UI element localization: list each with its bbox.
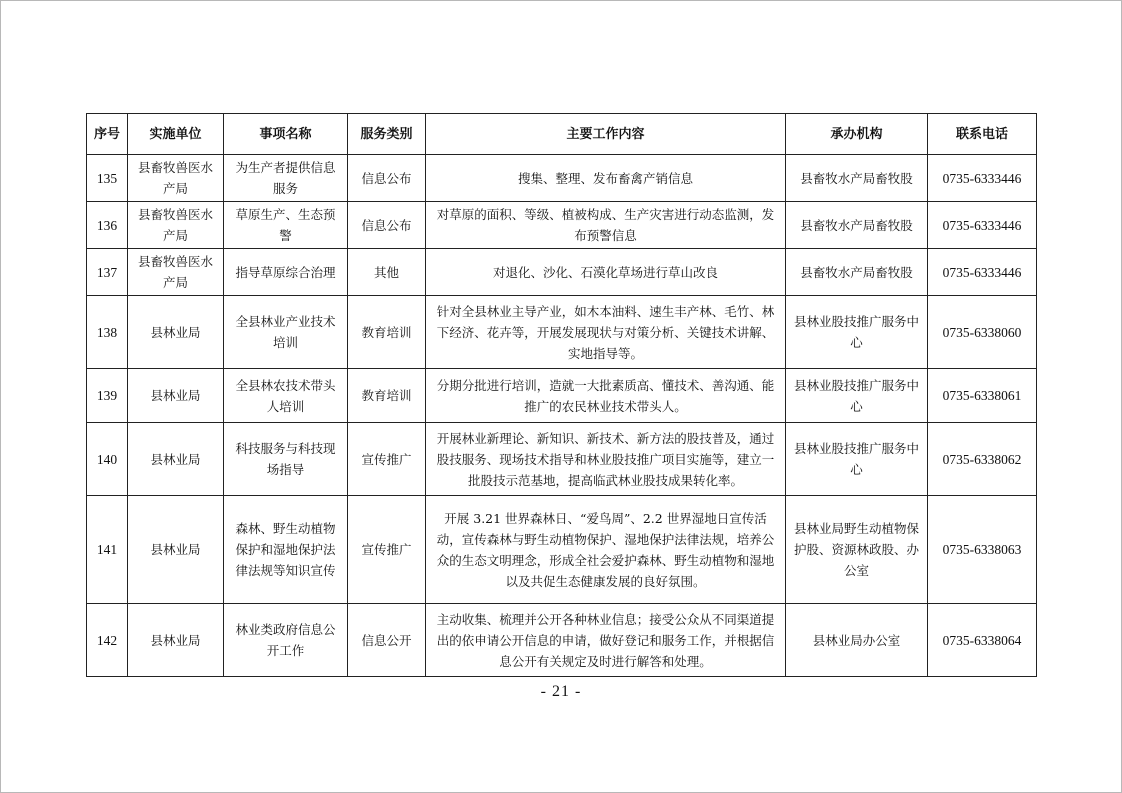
org-cell: 县畜牧水产局畜牧股 [786, 155, 928, 202]
table-row [87, 423, 1037, 496]
phone-cell: 0735-6333446 [928, 249, 1037, 296]
table-row [87, 604, 1037, 677]
org-cell: 县林业局野生动植物保护股、资源林政股、办公室 [786, 496, 928, 604]
seq-cell: 139 [87, 369, 128, 423]
unit-cell: 县林业局 [128, 296, 224, 369]
item-cell: 为生产者提供信息服务 [224, 155, 348, 202]
category-cell: 信息公开 [348, 604, 426, 677]
page-number: - 21 - [540, 683, 582, 700]
org-cell: 县林业股技推广服务中心 [786, 423, 928, 496]
seq-cell: 140 [87, 423, 128, 496]
item-cell: 森林、野生动植物保护和湿地保护法律法规等知识宣传 [224, 496, 348, 604]
content-cell: 针对全县林业主导产业，如木本油料、速生丰产林、毛竹、林下经济、花卉等，开展发展现状与对策分析、关键技术讲解、实地指导等。 [426, 296, 786, 369]
item-cell: 全县林业产业技术培训 [224, 296, 348, 369]
unit-cell: 县畜牧兽医水产局 [128, 155, 224, 202]
org-cell: 县畜牧水产局畜牧股 [786, 249, 928, 296]
unit-cell: 县林业局 [128, 423, 224, 496]
header-item: 事项名称 [224, 114, 348, 155]
table-row [87, 155, 1037, 202]
org-cell: 县林业股技推广服务中心 [786, 369, 928, 423]
content-cell: 主动收集、梳理并公开各种林业信息；接受公众从不同渠道提出的依申请公开信息的申请，做好登记和服务工作，并根据信息公开有关规定及时进行解答和处理。 [426, 604, 786, 677]
table-row [87, 202, 1037, 249]
table-row [87, 496, 1037, 604]
category-cell: 宣传推广 [348, 496, 426, 604]
phone-cell: 0735-6338063 [928, 496, 1037, 604]
phone-cell: 0735-6338062 [928, 423, 1037, 496]
category-cell: 信息公布 [348, 155, 426, 202]
header-content: 主要工作内容 [426, 114, 786, 155]
content-cell: 开展 3.21 世界森林日、“爱鸟周”、2.2 世界湿地日宣传活动，宣传森林与野生动植物保护、湿地保护法律法规，培养公众的生态文明理念，形成全社会爱护森林、野生动植物和湿地以及共促生态健康发展的良好氛围。 [426, 496, 786, 604]
item-cell: 科技服务与科技现场指导 [224, 423, 348, 496]
header-phone: 联系电话 [928, 114, 1037, 155]
phone-cell: 0735-6333446 [928, 202, 1037, 249]
phone-cell: 0735-6333446 [928, 155, 1037, 202]
seq-cell: 141 [87, 496, 128, 604]
phone-cell: 0735-6338061 [928, 369, 1037, 423]
unit-cell: 县林业局 [128, 369, 224, 423]
seq-cell: 138 [87, 296, 128, 369]
header-category: 服务类别 [348, 114, 426, 155]
org-cell: 县林业局办公室 [786, 604, 928, 677]
seq-cell: 135 [87, 155, 128, 202]
content-cell: 开展林业新理论、新知识、新技术、新方法的股技普及，通过股技服务、现场技术指导和林业股技推广项目实施等，建立一批股技示范基地，提高临武林业股技成果转化率。 [426, 423, 786, 496]
content-cell: 对草原的面积、等级、植被构成、生产灾害进行动态监测，发布预警信息 [426, 202, 786, 249]
category-cell: 教育培训 [348, 296, 426, 369]
unit-cell: 县林业局 [128, 496, 224, 604]
phone-cell: 0735-6338064 [928, 604, 1037, 677]
unit-cell: 县畜牧兽医水产局 [128, 202, 224, 249]
unit-cell: 县林业局 [128, 604, 224, 677]
item-cell: 林业类政府信息公开工作 [224, 604, 348, 677]
seq-cell: 137 [87, 249, 128, 296]
table-row [87, 249, 1037, 296]
header-seq: 序号 [87, 114, 128, 155]
org-cell: 县林业股技推广服务中心 [786, 296, 928, 369]
table-row [87, 296, 1037, 369]
unit-cell: 县畜牧兽医水产局 [128, 249, 224, 296]
phone-cell: 0735-6338060 [928, 296, 1037, 369]
category-cell: 其他 [348, 249, 426, 296]
header-org: 承办机构 [786, 114, 928, 155]
category-cell: 宣传推广 [348, 423, 426, 496]
content-cell: 搜集、整理、发布畜禽产销信息 [426, 155, 786, 202]
content-cell: 对退化、沙化、石漠化草场进行草山改良 [426, 249, 786, 296]
table-header-row [87, 114, 1037, 155]
item-cell: 草原生产、生态预警 [224, 202, 348, 249]
seq-cell: 142 [87, 604, 128, 677]
org-cell: 县畜牧水产局畜牧股 [786, 202, 928, 249]
seq-cell: 136 [87, 202, 128, 249]
table-row [87, 369, 1037, 423]
header-unit: 实施单位 [128, 114, 224, 155]
item-cell: 指导草原综合治理 [224, 249, 348, 296]
category-cell: 信息公布 [348, 202, 426, 249]
content-cell: 分期分批进行培训，造就一大批素质高、懂技术、善沟通、能推广的农民林业技术带头人。 [426, 369, 786, 423]
service-table [86, 113, 1037, 677]
item-cell: 全县林农技术带头人培训 [224, 369, 348, 423]
category-cell: 教育培训 [348, 369, 426, 423]
